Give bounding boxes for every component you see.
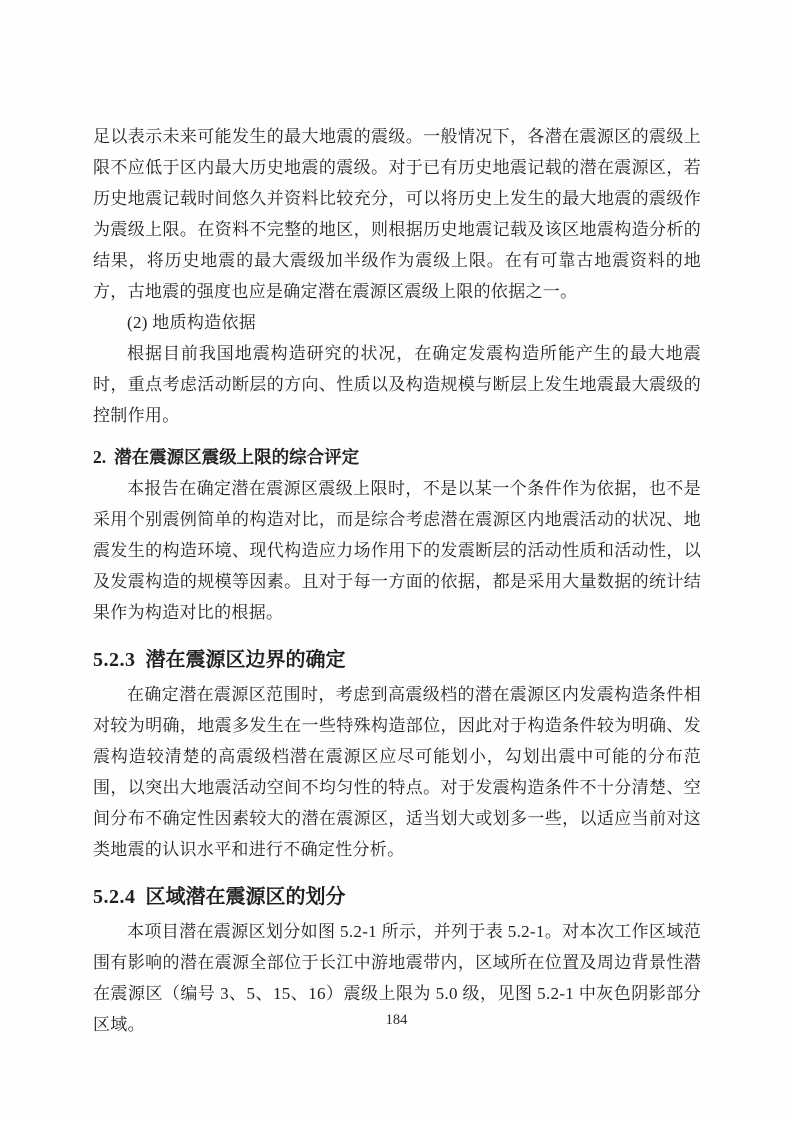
heading-comprehensive-number: 2.	[93, 447, 107, 467]
section-heading-5-2-3	[93, 643, 701, 677]
paragraph-magnitude-upper-limit-continuation: 足以表示未来可能发生的最大地震的震级。一般情况下，各潜在震源区的震级上限不应低于区内最大历史地震的震级。对于已有历史地震记载的潜在震源区，若历史地震记载时间悠久并资料比较充分，可以将历史上发生的最大地震的震级作为震级上限。在资料不完整的地区，则根据历史地震记载及该区地震构造分析的结果，将历史地震的最大震级加半级作为震级上限。在有可靠古地震资料的地方，古地震的强度也应是确定潜在震源区震级上限的依据之一。	[93, 127, 701, 301]
section-5-2-3-title: 潜在震源区边界的确定	[145, 649, 346, 671]
section-5-2-4-number: 5.2.4	[93, 886, 136, 908]
section-heading-5-2-4	[93, 880, 701, 914]
page-content	[93, 121, 701, 1040]
paragraph-comprehensive-evaluation: 本报告在确定潜在震源区震级上限时，不是以某一个条件作为依据，也不是采用个别震例简单的构造对比，而是综合考虑潜在震源区内地震活动的状况、地震发生的构造环境、现代构造应力场作用下的发震断层的活动性质和活动性，以及发震构造的规模等因素。且对于每一方面的依据，都是采用大量数据的统计结果作为构造对比的根据。	[93, 479, 701, 622]
section-5-2-4-title: 区域潜在震源区的划分	[145, 886, 346, 908]
heading-comprehensive-title: 潜在震源区震级上限的综合评定	[114, 447, 360, 467]
paragraph-regional-source-zone-division: 本项目潜在震源区划分如图 5.2-1 所示，并列于表 5.2-1。对本次工作区域范围有影响的潜在震源全部位于长江中游地震带内，区域所在位置及周边背景性潜在震源区（编号 3、5、15、16）震级上限为 5.0 级，见图 5.2-1 中灰色阴影部分区域。	[93, 922, 701, 1034]
paragraph-geological-basis: 根据目前我国地震构造研究的状况，在确定发震构造所能产生的最大地震时，重点考虑活动断层的方向、性质以及构造规模与断层上发生地震最大震级的控制作用。	[93, 344, 701, 425]
list-item-geological-structure-basis: (2) 地质构造依据	[127, 313, 257, 332]
paragraph-boundary-determination: 在确定潜在震源区范围时，考虑到高震级档的潜在震源区内发震构造条件相对较为明确，地震多发生在一些特殊构造部位，因此对于构造条件较为明确、发震构造较清楚的高震级档潜在震源区应尽可能划小，勾划出震中可能的分布范围，以突出大地震活动空间不均匀性的特点。对于发震构造条件不十分清楚、空间分布不确定性因素较大的潜在震源区，适当划大或划多一些，以适应当前对这类地震的认识水平和进行不确定性分析。	[93, 685, 701, 859]
page-number: 184	[385, 1011, 408, 1028]
section-5-2-3-number: 5.2.3	[93, 649, 136, 671]
heading-comprehensive-evaluation	[93, 442, 701, 473]
